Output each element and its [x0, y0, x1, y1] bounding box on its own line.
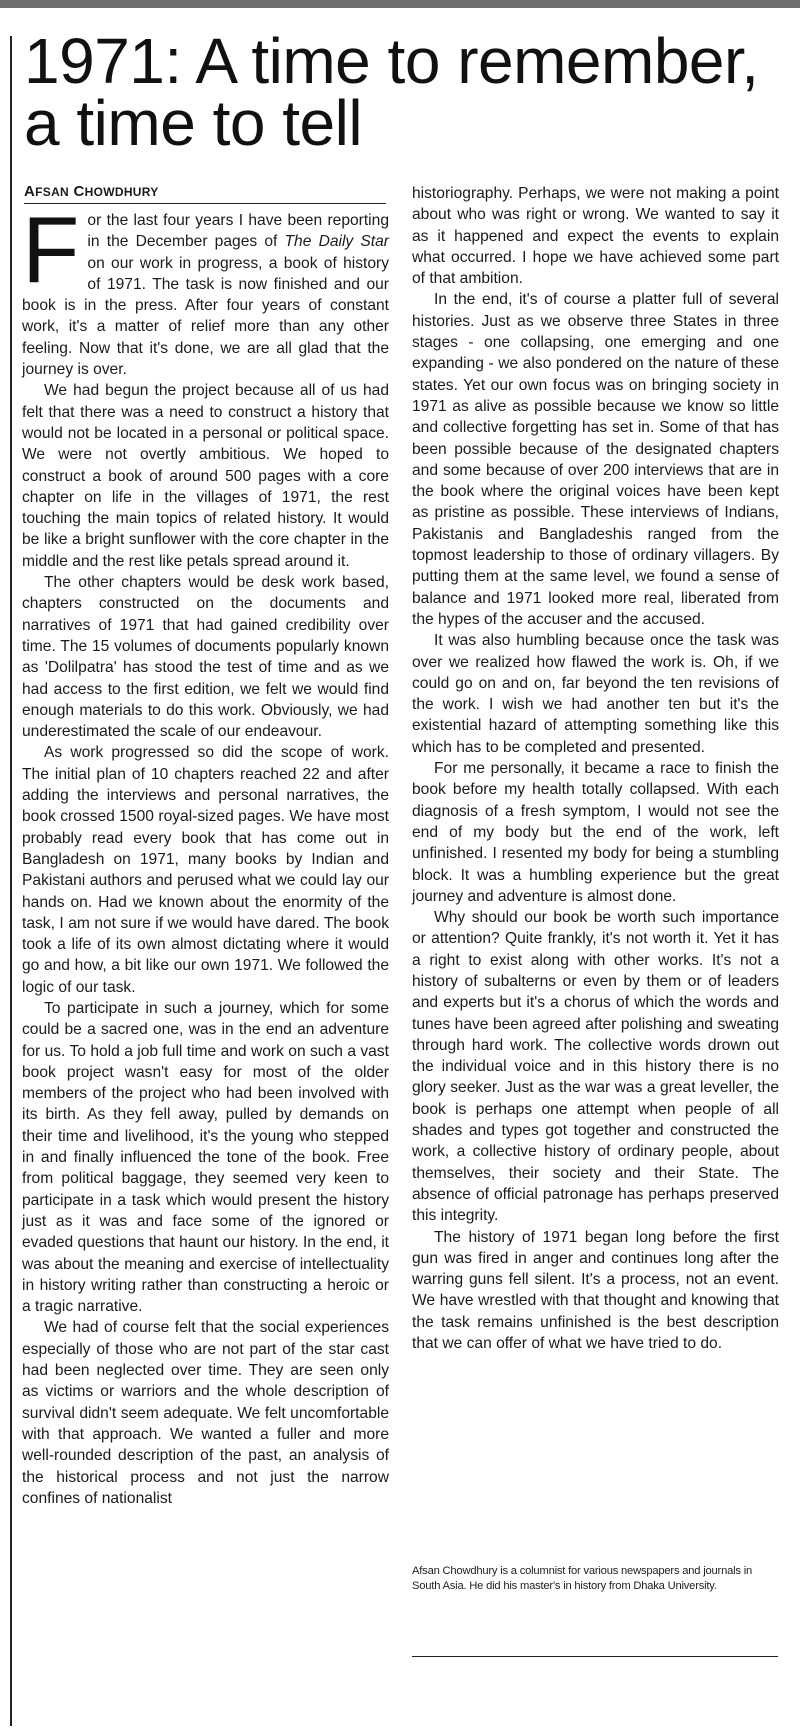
- paragraph-3: The other chapters would be desk work based, chapters constructed on the documents and narratives of 1971 that had gained credibility over time. The 15 volumes of documents popularly known as 'Dolilpatra' has stood the test of time and as we had access to the first edition, we felt we would find enough materials to do this work. Obviously, we had underestimated the scale of our endeavour.: [22, 574, 389, 741]
- paragraph-7: In the end, it's of course a platter full of several histories. Just as we observe three States in three stages - one collapsing, one emerging and one expanding - we also pondered on the nature of these states. Yet our own focus was on bringing society in 1971 as alive as possible because we know so little and collective forgetting has set in. Some of that has been possible because of the designated chapters and some because of over 200 interviews that are in the book where the original voices have been kept as pristine as possible. These interviews of Indians, Pakistanis and Bangladeshis ranged from the topmost leadership to those of ordinary villagers. By putting them at the same level, we found a sense of balance and 1971 looked more real, liberated from the hypes of the accuser and the accused.: [412, 291, 779, 628]
- byline-last-rest: HOWDHURY: [84, 185, 159, 199]
- left-column-rule: [10, 36, 12, 1726]
- paragraph-1-lead: or the last four years I have been reporting in the December pages of: [87, 212, 389, 251]
- left-column: [22, 197, 390, 1509]
- publication-name: The Daily Star: [284, 233, 390, 251]
- paragraph-9: For me personally, it became a race to finish the book before my health totally collapsed. With each diagnosis of a fresh symptom, I would not see the end of my body but the end of the work, left unfinished. I resented my body for being a stumbling block. It was a humbling experience but the great journey and adventure is almost done.: [412, 760, 779, 905]
- paragraph-2: We had begun the project because all of us had felt that there was a need to construct a history that would not be located in a personal or political space. We were not overtly ambitious. We hoped to construct a book of around 500 pages with a core chapter on life in the villages of 1971, the rest touching the main topics of related history. It would be like a bright sunflower with the core chapter in the middle and the rest like petals spread around it.: [22, 382, 389, 570]
- article-headline: 1971: A time to remember, a time to tell: [24, 25, 759, 159]
- bottom-rule: [412, 1656, 778, 1657]
- drop-cap: F: [22, 197, 80, 302]
- paragraph-4: As work progressed so did the scope of work. The initial plan of 10 chapters reached 22 and after adding the interviews and personal narratives, the book crossed 1500 royal-sized pages. We have most probably read every book that has come out in Bangladesh on 1971, many books by Indian and Pakistani authors and perused what we could lay our hands on. Had we known about the enormity of the task, I am not sure if we would have dared. The book took a life of its own almost dictating where it would go and how, a bit like our own 1971. We followed the logic of our task.: [22, 744, 389, 996]
- top-rule: [0, 0, 800, 8]
- byline-first-initial: A: [24, 183, 36, 200]
- paragraph-6: We had of course felt that the social experiences especially of those who are not part of the star cast had been neglected over time. They are seen only as victims or warriors and the whole description of survival didn't seem adequate. We felt uncomfortable with that approach. We wanted a fuller and more well-rounded description of the past, an analysis of the historical process and not just the narrow confines of nationalist: [22, 1319, 389, 1507]
- byline-last-initial: C: [73, 183, 85, 200]
- paragraph-10: Why should our book be worth such importance or attention? Quite frankly, it's not worth it. Yet it has a right to exist along with other works. It's not a history of subalterns or even by them or of leaders and experts but it's a chorus of which the words and tunes have been agreed after polishing and sweating through hard work. The collective words drown out the individual voice and in this history there is no glory seeker. Just as the war was a great leveller, the book is perhaps one attempt when people of all shades and types got together and constructed the work, a collective history of ordinary people, about themselves, their society and their State. The absence of official patronage has perhaps preserved this integrity.: [412, 909, 779, 1225]
- paragraph-11: The history of 1971 began long before the first gun was fired in anger and continues long after the warring guns fell silent. It's a process, not an event. We have wrestled with that thought and knowing that the task remains unfinished is the best description that we can offer of what we have tried to do.: [412, 1228, 779, 1353]
- author-bio: Afsan Chowdhury is a columnist for various newspapers and journals in South Asia. He did his master's in history from Dhaka University.: [412, 1565, 753, 1592]
- paragraph-1: [22, 197, 390, 380]
- right-column: [412, 183, 779, 1354]
- paragraph-1-rest: on our work in progress, a book of history of 1971. The task is now finished and our book is in the press. After four years of constant work, it's a matter of relief more than any other feeling. Now that it's done, we are all glad that the journey is over.: [22, 254, 389, 379]
- paragraph-8: It was also humbling because once the task was over we realized how flawed the work is. Oh, if we could go on and on, far beyond the ten revisions of the work. I wish we had another ten but it's the existential hazard of attempting something like this which has to be completed and presented.: [412, 632, 779, 756]
- byline-first-rest: FSAN: [35, 185, 70, 199]
- paragraph-6-continued: historiography. Perhaps, we were not making a point about who was right or wrong. We wanted to say it as it happened and expect the events to explain what occurred. I hope we have achieved some part of that ambition.: [412, 185, 779, 288]
- paragraph-5: To participate in such a journey, which for some could be a sacred one, was in the end an adventure for us. To hold a job full time and work on such a vast book project wasn't easy for most of the older members of the project who had been involved with its birth. As they fell away, pulled by demands on their time and livelihood, it's the young who stepped in and finally influenced the tone of the book. Free from political baggage, they seemed very keen to participate in a task which would present the history just as it was and face some of the ignored or evaded questions that haunt our history. In the end, it was about the meaning and exercise of intellectuality in history writing rather than constructing a heroic or a tragic narrative.: [22, 999, 389, 1316]
